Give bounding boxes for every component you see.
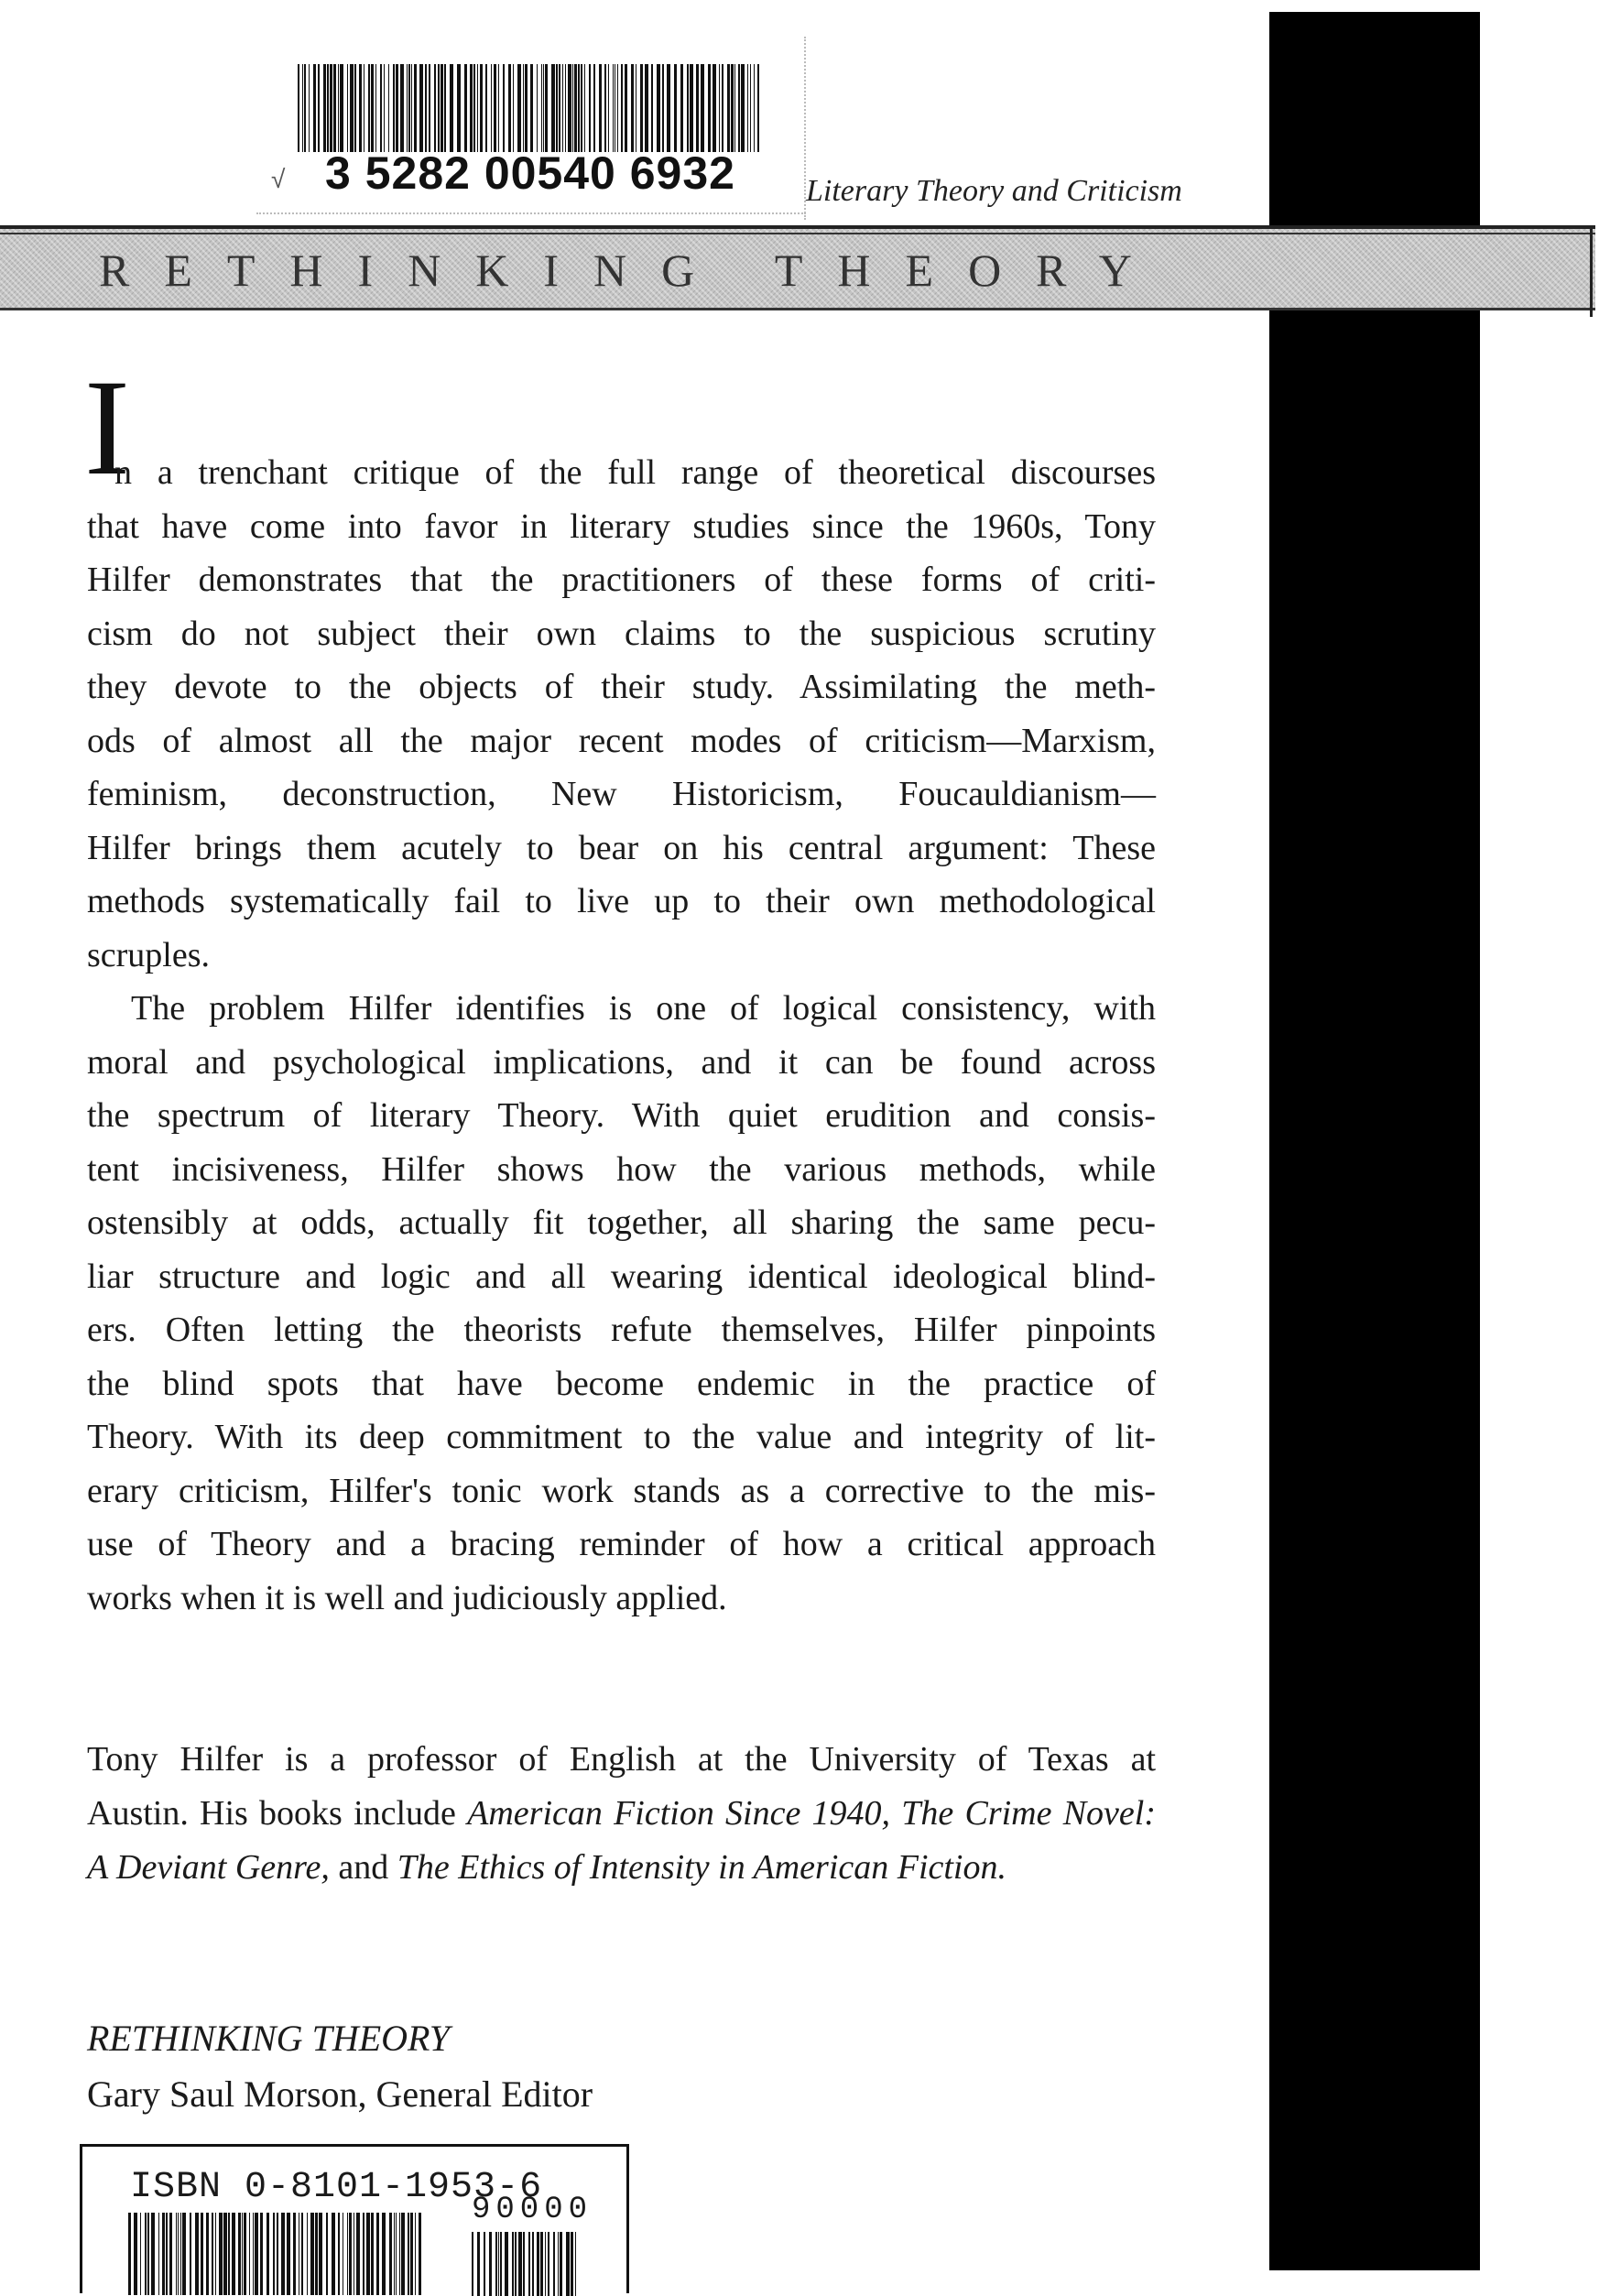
barcode-bar bbox=[176, 2213, 177, 2295]
book-title: The Ethics of Intensity in American Fiction. bbox=[397, 1848, 1006, 1887]
barcode-bar bbox=[566, 2232, 570, 2296]
series-editor: Gary Saul Morson, General Editor bbox=[87, 2073, 593, 2115]
barcode-bar bbox=[408, 2213, 409, 2295]
barcode-bar bbox=[419, 64, 423, 152]
bio-line: Tony Hilfer is a professor of English at the University of Texas at bbox=[87, 1740, 1156, 1779]
barcode-bar bbox=[212, 2213, 213, 2295]
bio-line bbox=[87, 1841, 1156, 1895]
barcode-bar bbox=[382, 2213, 386, 2295]
barcode-bar bbox=[575, 2232, 576, 2296]
description-line: ers. Often letting the theorists refute themselves, Hilfer pinpoints bbox=[87, 1311, 1156, 1349]
barcode-bar bbox=[162, 2213, 165, 2295]
barcode-bar bbox=[359, 64, 362, 152]
barcode-bar bbox=[415, 2213, 416, 2295]
barcode-bar bbox=[354, 64, 356, 152]
barcode-bar bbox=[293, 2213, 296, 2295]
description-line: methods systematically fail to live up to their own methodological bbox=[87, 882, 1156, 920]
barcode-bar bbox=[617, 64, 618, 152]
barcode-bar bbox=[674, 64, 677, 152]
isbn-barcode-box bbox=[80, 2144, 629, 2293]
barcode-bar bbox=[530, 64, 533, 152]
barcode-bar bbox=[551, 64, 555, 152]
barcode-bar bbox=[722, 64, 723, 152]
barcode-bar bbox=[517, 64, 521, 152]
barcode-bar bbox=[281, 2213, 285, 2295]
barcode-bar bbox=[195, 2213, 199, 2295]
series-tag: Literary Theory and Criticism bbox=[806, 174, 1182, 208]
barcode-bar bbox=[347, 2213, 348, 2295]
barcode-bar bbox=[228, 2213, 230, 2295]
barcode-bar bbox=[182, 2213, 186, 2295]
barcode-bar bbox=[304, 64, 306, 152]
barcode-bar bbox=[754, 64, 755, 152]
barcode-bar bbox=[457, 64, 461, 152]
barcode-bar bbox=[464, 64, 467, 152]
barcode-bar bbox=[667, 64, 670, 152]
barcode-bar bbox=[532, 2232, 534, 2296]
barcode-bar bbox=[414, 64, 417, 152]
barcode-bar bbox=[326, 2213, 328, 2295]
barcode-bar bbox=[206, 2213, 209, 2295]
barcode-bar bbox=[332, 2213, 335, 2295]
barcode-bar bbox=[491, 64, 492, 152]
barcode-bar bbox=[494, 64, 496, 152]
description-line: scruples. bbox=[87, 935, 211, 974]
barcode-bar bbox=[738, 64, 740, 152]
barcode-bar bbox=[571, 2232, 573, 2296]
barcode-bar bbox=[267, 2213, 269, 2295]
barcode-bar bbox=[310, 2213, 314, 2295]
barcode-bar bbox=[190, 2213, 191, 2295]
barcode-bar bbox=[394, 2213, 395, 2295]
barcode-bar bbox=[470, 64, 473, 152]
barcode-bar bbox=[349, 2213, 352, 2295]
barcode-bar bbox=[537, 2232, 539, 2296]
barcode-bar bbox=[425, 64, 427, 152]
barcode-bar bbox=[388, 64, 389, 152]
barcode-bar bbox=[508, 64, 511, 152]
drop-cap: I bbox=[84, 352, 130, 504]
barcode-bar bbox=[219, 2213, 223, 2295]
barcode-bar bbox=[260, 2213, 263, 2295]
barcode-bar bbox=[363, 2213, 364, 2295]
barcode-bar bbox=[662, 64, 664, 152]
barcode-bar bbox=[223, 2213, 227, 2295]
description-line: that have come into favor in literary studies since the 1960s, Tony bbox=[87, 506, 1156, 546]
barcode-bar bbox=[396, 64, 398, 152]
description-line: erary criticism, Hilfer's tonic work stands as a corrective to the mis- bbox=[87, 1471, 1156, 1510]
barcode-bar bbox=[318, 64, 320, 152]
barcode-bar bbox=[273, 2213, 275, 2295]
description-line: The problem Hilfer identifies is one of logical consistency, with bbox=[131, 989, 1156, 1028]
barcode-bar bbox=[371, 2213, 374, 2295]
barcode-bar bbox=[244, 2213, 246, 2295]
check-mark: √ bbox=[271, 165, 286, 193]
barcode-bar bbox=[708, 64, 711, 152]
barcode-bar bbox=[719, 64, 720, 152]
book-title: The Crime Novel: bbox=[901, 1794, 1156, 1833]
barcode-bar bbox=[401, 2213, 405, 2295]
barcode-bar bbox=[701, 64, 704, 152]
description-line: the blind spots that have become endemic in the practice of bbox=[87, 1364, 1156, 1403]
barcode-bar bbox=[393, 64, 395, 152]
barcode-bar bbox=[548, 2232, 549, 2296]
barcode-bar bbox=[429, 64, 430, 152]
description-line: the spectrum of literary Theory. With quiet erudition and consis- bbox=[87, 1096, 1156, 1135]
barcode-bar bbox=[621, 64, 623, 152]
description-line: n a trenchant critique of the full range of theoretical discourses bbox=[114, 453, 1156, 492]
series-name: RETHINKING THEORY bbox=[87, 2018, 450, 2059]
barcode-bar bbox=[599, 64, 602, 152]
barcode-bar bbox=[350, 64, 354, 152]
description-line: moral and psychological implications, and it can be found across bbox=[87, 1042, 1156, 1082]
description bbox=[87, 446, 1156, 1625]
barcode-bar bbox=[277, 2213, 278, 2295]
barcode-bar bbox=[309, 64, 310, 152]
barcode-bar bbox=[477, 64, 478, 152]
barcode-bar bbox=[411, 64, 412, 152]
barcode-bar bbox=[444, 64, 446, 152]
description-line: Hilfer demonstrates that the practitioners of these forms of criti- bbox=[87, 560, 1156, 599]
barcode-bar bbox=[505, 2232, 508, 2296]
book-title: A Deviant Genre, bbox=[87, 1848, 330, 1887]
barcode-bar bbox=[338, 2213, 340, 2295]
sticker-edge bbox=[256, 212, 806, 214]
band-edge-line bbox=[1590, 225, 1593, 317]
barcode-bar bbox=[484, 2232, 485, 2296]
barcode-bar bbox=[477, 2232, 480, 2296]
barcode-bar bbox=[319, 2213, 322, 2295]
barcode-bar bbox=[301, 2213, 303, 2295]
barcode-bar bbox=[631, 64, 634, 152]
barcode-bar bbox=[158, 2213, 159, 2295]
barcode-bar bbox=[613, 64, 614, 152]
barcode-bar bbox=[578, 64, 580, 152]
description-line: Hilfer brings them acutely to bear on his central argument: These bbox=[87, 828, 1156, 867]
barcode-bar bbox=[525, 64, 528, 152]
description-line: tent incisiveness, Hilfer shows how the various methods, while bbox=[87, 1149, 1156, 1189]
barcode-bar bbox=[584, 64, 585, 152]
isbn-label: ISBN 0-8101-1953-6 bbox=[130, 2167, 543, 2208]
barcode-bar bbox=[540, 2232, 543, 2296]
barcode-bar bbox=[145, 2213, 147, 2295]
barcode-bar bbox=[747, 64, 748, 152]
description-line: works when it is well and judiciously applied. bbox=[87, 1578, 727, 1617]
barcode-bar bbox=[515, 2232, 517, 2296]
description-line: Theory. With its deep commitment to the value and integrity of lit- bbox=[87, 1418, 1156, 1456]
spine-black-bar bbox=[1269, 12, 1480, 2270]
barcode-bar bbox=[687, 64, 689, 152]
barcode-bar bbox=[376, 2213, 379, 2295]
barcode-bar bbox=[419, 2213, 421, 2295]
barcode-bar bbox=[180, 2213, 181, 2295]
barcode-bar bbox=[608, 64, 609, 152]
barcode-bar bbox=[498, 2232, 499, 2296]
isbn-barcode bbox=[128, 2213, 421, 2295]
barcode-bar bbox=[356, 2213, 360, 2295]
barcode-bar bbox=[408, 64, 410, 152]
barcode-bar bbox=[750, 64, 751, 152]
barcode-bar bbox=[696, 64, 699, 152]
barcode-bar bbox=[151, 2213, 155, 2295]
barcode-bar bbox=[680, 64, 683, 152]
barcode-bar bbox=[604, 64, 606, 152]
description-line: they devote to the objects of their study. Assimilating the meth- bbox=[87, 668, 1156, 706]
description-line: cism do not subject their own claims to the suspicious scrutiny bbox=[87, 614, 1156, 653]
barcode-bar bbox=[489, 2232, 492, 2296]
barcode-bar bbox=[371, 64, 374, 152]
barcode-bar bbox=[741, 64, 745, 152]
author-bio bbox=[87, 1733, 1156, 1895]
barcode-bar bbox=[255, 2213, 258, 2295]
barcode-bar bbox=[472, 2232, 473, 2296]
barcode-bar bbox=[410, 2213, 413, 2295]
barcode-bar bbox=[565, 64, 566, 152]
barcode-bar bbox=[238, 2213, 241, 2295]
barcode-bar bbox=[559, 64, 560, 152]
barcode-bar bbox=[249, 2213, 250, 2295]
barcode-bar bbox=[713, 64, 716, 152]
barcode-bar bbox=[400, 64, 404, 152]
barcode-bar bbox=[537, 64, 538, 152]
barcode-bar bbox=[389, 2213, 392, 2295]
barcode-bar bbox=[727, 64, 730, 152]
barcode-bar bbox=[574, 64, 577, 152]
barcode-bar bbox=[528, 2232, 530, 2296]
barcode-bar bbox=[287, 2213, 290, 2295]
barcode-bar bbox=[169, 2213, 172, 2295]
barcode-bar bbox=[302, 64, 303, 152]
barcode-bar bbox=[625, 64, 627, 152]
barcode-bar bbox=[347, 64, 348, 152]
barcode-bar bbox=[366, 2213, 370, 2295]
barcode-bar bbox=[553, 2232, 555, 2296]
barcode-bar bbox=[589, 64, 591, 152]
barcode-bar bbox=[450, 64, 453, 152]
barcode-bar bbox=[338, 64, 339, 152]
description-line: use of Theory and a bracing reminder of how a critical approach bbox=[87, 1525, 1156, 1563]
book-title: American Fiction Since 1940, bbox=[467, 1794, 891, 1833]
description-line: ostensibly at odds, actually fit together, all sharing the same pecu- bbox=[87, 1203, 1156, 1242]
barcode-bar bbox=[434, 64, 436, 152]
barcode-bar bbox=[330, 64, 332, 152]
barcode-bar bbox=[523, 64, 524, 152]
barcode-bar bbox=[232, 2213, 235, 2295]
barcode-bar bbox=[396, 2213, 397, 2295]
barcode-bar bbox=[140, 2213, 141, 2295]
barcode-bar bbox=[333, 64, 336, 152]
barcode-bar bbox=[495, 2232, 497, 2296]
bio-text: Austin. His books include bbox=[87, 1794, 468, 1833]
barcode-bar bbox=[657, 64, 660, 152]
barcode-bar bbox=[690, 64, 693, 152]
barcode-bar bbox=[558, 2232, 559, 2296]
barcode-bar bbox=[518, 2232, 522, 2296]
barcode-bar bbox=[327, 64, 329, 152]
series-band bbox=[0, 225, 1595, 310]
barcode-bar bbox=[480, 64, 483, 152]
barcode-bar bbox=[253, 2213, 254, 2295]
barcode-bar bbox=[560, 2232, 562, 2296]
barcode-bar bbox=[441, 64, 443, 152]
bio-line bbox=[87, 1787, 1156, 1841]
barcode-bar bbox=[572, 64, 573, 152]
library-barcode-number: 3 5282 00540 6932 bbox=[325, 147, 735, 199]
barcode-bar bbox=[368, 64, 370, 152]
barcode-bar bbox=[166, 2213, 168, 2295]
library-barcode bbox=[298, 64, 763, 152]
barcode-bar bbox=[731, 64, 734, 152]
barcode-bar bbox=[134, 2213, 137, 2295]
barcode-bar bbox=[313, 64, 316, 152]
barcode-bar bbox=[645, 64, 648, 152]
barcode-bar bbox=[307, 2213, 308, 2295]
barcode-bar bbox=[523, 2232, 525, 2296]
barcode-bar bbox=[380, 64, 382, 152]
barcode-bar bbox=[651, 64, 653, 152]
barcode-bar bbox=[498, 64, 499, 152]
barcode-bar bbox=[545, 64, 548, 152]
description-line: liar structure and logic and all wearing identical ideological blind- bbox=[87, 1257, 1156, 1296]
price-code: 90000 bbox=[472, 2193, 593, 2227]
barcode-bar bbox=[513, 64, 514, 152]
barcode-bar bbox=[581, 64, 582, 152]
barcode-bar bbox=[407, 64, 408, 152]
barcode-bar bbox=[242, 2213, 243, 2295]
band-title: RETHINKING THEORY bbox=[99, 245, 1167, 296]
barcode-bar bbox=[734, 64, 735, 152]
description-line: feminism, deconstruction, New Historicism, Foucauldianism— bbox=[87, 775, 1156, 813]
bio-text: and bbox=[329, 1848, 397, 1887]
barcode-bar bbox=[757, 64, 759, 152]
barcode-bar bbox=[340, 64, 343, 152]
barcode-bar bbox=[503, 64, 505, 152]
barcode-bar bbox=[399, 2213, 400, 2295]
barcode-bar bbox=[640, 64, 643, 152]
description-line: ods of almost all the major recent modes of criticism—Marxism, bbox=[87, 721, 1156, 760]
barcode-bar bbox=[568, 64, 571, 152]
barcode-bar bbox=[543, 64, 544, 152]
barcode-bar bbox=[215, 2213, 216, 2295]
barcode-bar bbox=[128, 2213, 131, 2295]
barcode-bar bbox=[593, 64, 595, 152]
barcode-bar bbox=[485, 64, 487, 152]
barcode-bar bbox=[556, 64, 558, 152]
barcode-bar bbox=[545, 2232, 546, 2296]
barcode-bar bbox=[315, 2213, 318, 2295]
barcode-bar bbox=[201, 2213, 203, 2295]
price-barcode bbox=[472, 2232, 580, 2296]
barcode-bar bbox=[375, 64, 376, 152]
barcode-bar bbox=[298, 64, 299, 152]
barcode-bar bbox=[500, 2232, 502, 2296]
barcode-bar bbox=[512, 2232, 514, 2296]
barcode-bar bbox=[384, 64, 385, 152]
barcode-bar bbox=[541, 64, 542, 152]
barcode-bar bbox=[473, 64, 475, 152]
barcode-bar bbox=[178, 2213, 179, 2295]
barcode-bar bbox=[147, 2213, 149, 2295]
barcode-bar bbox=[438, 64, 440, 152]
barcode-bar bbox=[562, 64, 563, 152]
barcode-bar bbox=[323, 64, 326, 152]
